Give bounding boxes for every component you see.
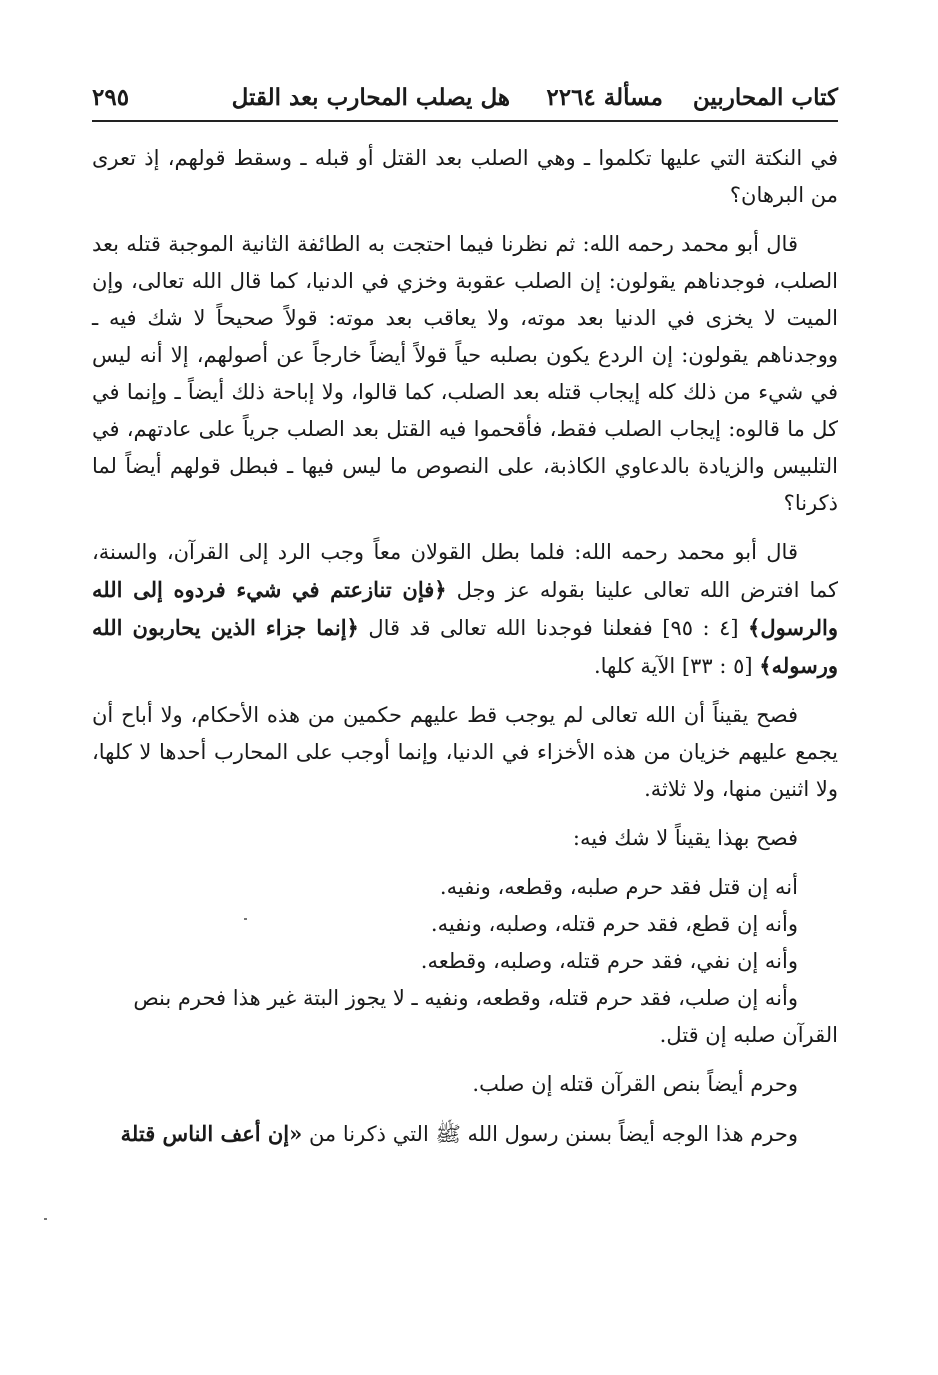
header-rule [92,120,838,122]
header-book-title: كتاب المحاربين [692,84,838,111]
paragraph-3-text-c: [٥ : ٣٣] الآية كلها. [593,654,760,678]
paragraph-6: وحرم أيضاً بنص القرآن قتله إن صلب. [472,1072,798,1096]
paragraph-5: فصح بهذا يقيناً لا شك فيه: [572,826,798,850]
scan-speck [44,1218,47,1220]
header-issue-number: مسألة ٢٢٦٤ [546,84,663,111]
paragraph-7 [92,1115,838,1153]
paragraph-7-text: وحرم هذا الوجه أيضاً بسنن رسول الله ﷺ التي ذكرنا من [302,1122,798,1146]
rulings-list [92,869,838,1054]
list-item: أنه إن قتل فقد حرم صلبه، وقطعه، ونفيه. [439,875,798,899]
paragraph-4: فصح يقيناً أن الله تعالى لم يوجب قط عليهم حكمين من هذه الأحكام، ولا أباح أن يجمع عليهم خزيان من هذه الأخزاء في الدنيا، وإنما أوجب على المحارب أحدها لا كلها، ولا اثنين منها، ولا ثلاثة. [92,703,838,801]
paragraph-3-text-a: قال أبو محمد رحمه الله: فلما بطل القولان معاً وجب الرد إلى القرآن، والسنة، كما افترض الله تعالى علينا بقوله عز وجل [92,540,838,602]
book-page [92,78,838,1165]
paragraph-2: قال أبو محمد رحمه الله: ثم نظرنا فيما احتجت به الطائفة الثانية الموجبة قتله بعد الصلب، فوجدناهم يقولون: إن الصلب عقوبة وخزي في الدنيا، كما قال الله تعالى، وإن الميت لا يخزى في الدنيا بعد موته، ولا يعاقب بعد موته: قولاً صحيحاً لا شك فيه ـ ووجدناهم يقولون: إن الردع يكون بصلبه حياً قولاً أيضاً خارجاً عن أصولهم، إلا أنه ليس في شيء من ذلك كله إيجاب قتله بعد الصلب، كما قالوا، ولا إباحة ذلك أيضاً ـ وإنما في كل ما قالوه: إيجاب الصلب فقط، فأقحموا فيه القتل بعد الصلب جرياً على عادتهم، في التلبيس والزيادة بالدعاوي الكاذبة، على النصوص ما ليس فيها ـ فبطل قولهم أيضاً لما ذكرنا؟ [92,232,838,515]
hadith-quote: «إن أعف الناس قتلة [120,1121,303,1146]
running-header [92,78,838,118]
scan-speck [244,918,247,920]
page-number: ٢٩٥ [92,84,130,111]
list-item: وأنه إن قطع، فقد حرم قتله، وصلبه، ونفيه. [430,912,798,936]
paragraph-1: في النكتة التي عليها تكلموا ـ وهي الصلب بعد القتل أو قبله ـ وسقط قولهم، إذ تعرى من البرهان؟ [92,146,838,207]
page-body [92,140,838,1153]
paragraph-3-text-b: [٤ : ٩٥] ففعلنا فوجدنا الله تعالى قد قال [358,616,749,640]
quran-quote-2: ﴿إنما جزاء الذين يحاربون الله ورسوله﴾ [92,615,838,678]
header-issue-title: هل يصلب المحارب بعد القتل [231,84,510,111]
list-item: وأنه إن صلب، فقد حرم قتله، وقطعه، ونفيه ـ لا يجوز البتة غير هذا فحرم بنص القرآن صلبه إن قتل. [133,986,838,1047]
list-item: وأنه إن نفي، فقد حرم قتله، وصلبه، وقطعه. [420,949,798,973]
paragraph-3 [92,534,838,685]
quran-quote-1: ﴿فإن تنازعتم في شيء فردوه إلى الله والرسول﴾ [92,577,838,640]
